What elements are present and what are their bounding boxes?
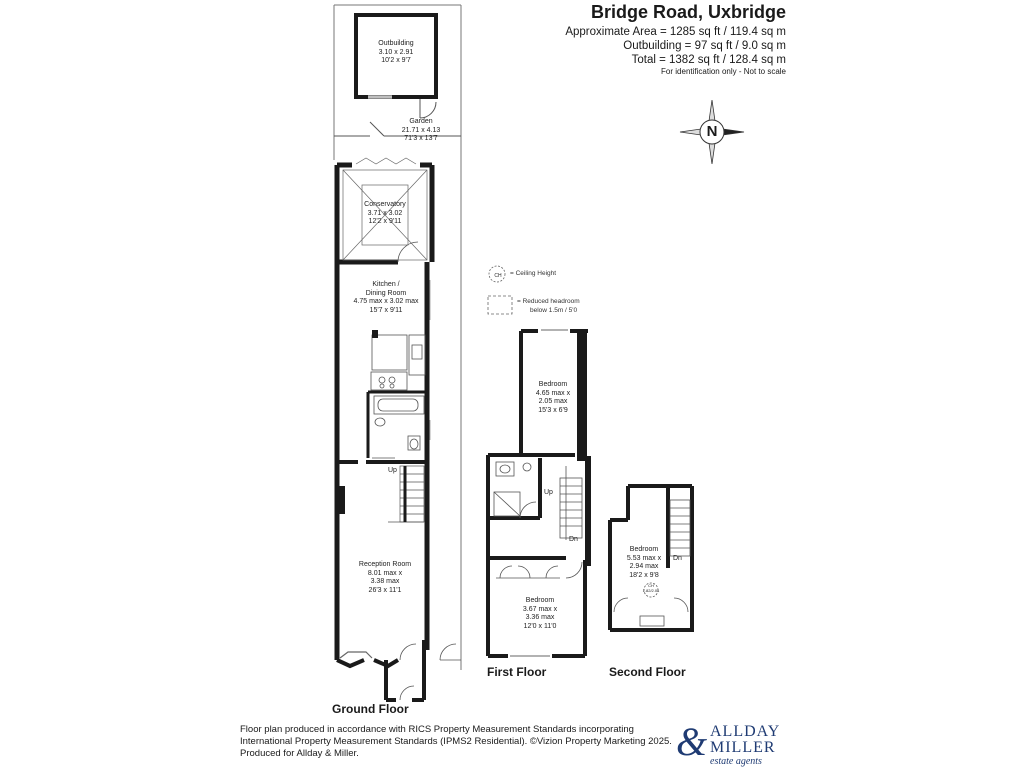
legend-reduced-headroom-2: below 1.5m / 5'0 xyxy=(530,307,578,314)
footer-disclaimer xyxy=(240,724,700,760)
room-kitchen xyxy=(343,281,429,315)
ch-symbol: CH xyxy=(648,583,654,588)
room-metric: 8.01 max x xyxy=(367,569,403,577)
ceiling-height-marker xyxy=(641,583,661,593)
logo-line-1: ALLDAY xyxy=(710,723,781,740)
floor-label-ground: Ground Floor xyxy=(332,702,409,716)
room-metric: 5.53 max x xyxy=(626,554,662,562)
footer-line: Floor plan produced in accordance with RICS Property Measurement Standards incorporating xyxy=(240,724,634,735)
room-name: Outbuilding xyxy=(378,40,414,47)
legend-reduced-headroom: = Reduced headroom xyxy=(517,298,580,305)
room-imperial: 12'0 x 11'0 xyxy=(523,622,557,630)
room-name: Bedroom xyxy=(629,546,659,553)
total-area: Total = 1382 sq ft / 128.4 sq m xyxy=(631,54,786,66)
room-name: Dining Room xyxy=(365,289,407,297)
room-imperial: 18'2 x 9'8 xyxy=(629,571,659,579)
room-metric: 21.71 x 4.13 xyxy=(401,126,441,134)
room-imperial: 10'2 x 9'7 xyxy=(381,57,411,64)
footer-line: Produced for Allday & Miller. xyxy=(240,748,359,759)
legend-ceiling-height: = Ceiling Height xyxy=(510,270,557,277)
floor-label-second: Second Floor xyxy=(609,665,686,679)
legend-ch-symbol: CH xyxy=(494,273,502,279)
room-imperial: 15'7 x 9'11 xyxy=(369,306,403,314)
room-metric: 3.36 max xyxy=(525,614,555,621)
outbuilding-area: Outbuilding = 97 sq ft / 9.0 sq m xyxy=(623,40,786,52)
stairs-down-second: Dn xyxy=(673,555,682,562)
room-metric: 2.05 max xyxy=(538,398,568,405)
room-name: Reception Room xyxy=(358,561,412,568)
room-imperial: 71'3 x 13'7 xyxy=(404,135,438,142)
logo-subtitle: estate agents xyxy=(710,756,762,767)
room-metric: 3.67 max x xyxy=(522,605,558,613)
approx-area: Approximate Area = 1285 sq ft / 119.4 sq m xyxy=(565,26,786,38)
room-name: Kitchen / xyxy=(372,281,400,288)
stairs-up-first: Up xyxy=(544,489,553,496)
stairs-up-ground: Up xyxy=(388,467,397,474)
compass-letter: N xyxy=(706,123,718,140)
company-logo xyxy=(710,724,780,767)
logo-ampersand: & xyxy=(676,719,708,764)
stairs-down-first: Dn xyxy=(569,536,578,543)
room-outbuilding xyxy=(356,40,436,66)
page-title: Bridge Road, Uxbridge xyxy=(590,2,786,22)
logo-line-2: MILLER xyxy=(710,739,776,756)
ch-value: 1.82/2.01 xyxy=(642,588,660,593)
room-name: Conservatory xyxy=(364,201,406,208)
room-imperial: 26'3 x 11'1 xyxy=(368,586,402,594)
scale-note: For identification only - Not to scale xyxy=(661,67,786,76)
room-name: Bedroom xyxy=(538,381,568,388)
room-reception xyxy=(345,561,425,595)
room-bedroom-first-rear xyxy=(522,381,584,415)
room-name: Garden xyxy=(409,118,433,125)
room-bedroom-first-front xyxy=(500,597,580,631)
room-metric: 3.71 x 3.02 xyxy=(367,209,403,217)
room-conservatory xyxy=(345,201,425,227)
room-metric: 3.10 x 2.91 xyxy=(378,48,414,56)
room-metric: 3.38 max xyxy=(370,578,400,585)
room-name: Bedroom xyxy=(525,597,555,604)
room-metric: 4.75 max x 3.02 max xyxy=(353,298,419,305)
room-bedroom-second xyxy=(614,546,674,580)
room-garden xyxy=(376,118,466,144)
footer-line: International Property Measurement Standards (IPMS2 Residential). ©Vizion Property Marketing 2025. xyxy=(240,736,672,747)
room-metric: 2.94 max xyxy=(629,563,659,570)
room-imperial: 12'2 x 9'11 xyxy=(368,218,402,225)
floor-label-first: First Floor xyxy=(487,665,547,679)
room-metric: 4.65 max x xyxy=(535,389,571,397)
room-imperial: 15'3 x 6'9 xyxy=(538,406,568,414)
